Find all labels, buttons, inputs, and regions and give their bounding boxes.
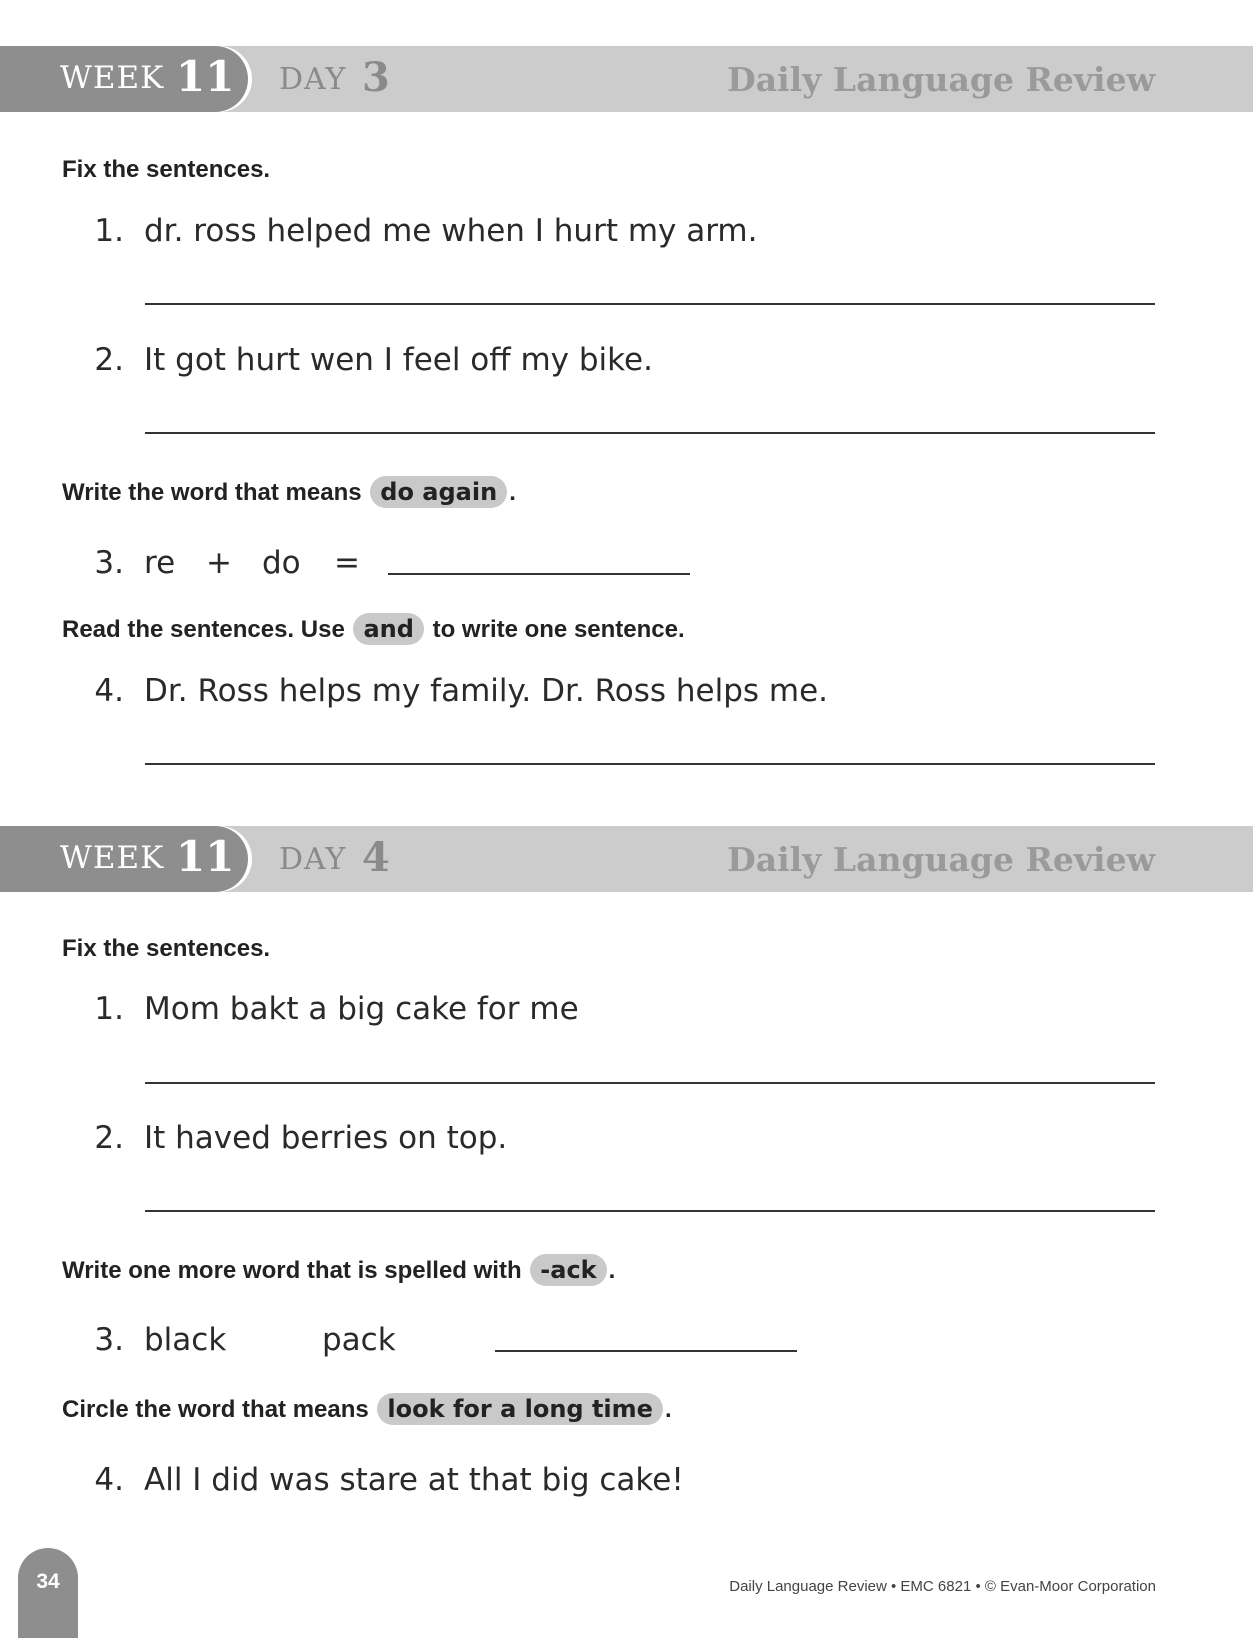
day3-answer-line-1[interactable] — [145, 303, 1155, 305]
day4-fix-instruction: Fix the sentences. — [62, 935, 271, 962]
day3-answer-line-2[interactable] — [145, 432, 1155, 434]
day3-answer-line-4[interactable] — [145, 763, 1155, 765]
day4-circle-instruction — [62, 1393, 672, 1425]
day3-combine-instruction — [62, 613, 685, 645]
highlight-pill: do again — [370, 476, 507, 508]
item-text: dr. ross helped me when I hurt my arm. — [144, 213, 758, 249]
week-number: 11 — [176, 52, 235, 101]
day4-answer-line-3[interactable] — [495, 1350, 797, 1352]
instruction-text: Read the sentences. Use — [62, 616, 345, 643]
instruction-text: Write the word that means — [62, 479, 362, 506]
day-label: DAY — [279, 62, 347, 97]
item-number: 4. — [94, 673, 124, 709]
day4-header-band — [0, 826, 1253, 892]
item-number: 3. — [94, 1322, 124, 1358]
item-text: It haved berries on top. — [144, 1120, 508, 1156]
instruction-text: Circle the word that means — [62, 1396, 369, 1423]
highlight-pill: look for a long time — [377, 1393, 663, 1425]
word-part-2: do — [262, 545, 301, 581]
item-number: 3. — [94, 545, 124, 581]
day3-word-instruction — [62, 476, 516, 508]
day3-answer-line-3[interactable] — [388, 573, 690, 575]
week-number: 11 — [176, 832, 235, 881]
day-number: 4 — [362, 834, 390, 881]
day4-answer-line-1[interactable] — [145, 1082, 1155, 1084]
day-label: DAY — [279, 842, 347, 877]
word-2: pack — [322, 1322, 396, 1358]
header-title: Daily Language Review — [727, 60, 1155, 99]
page-number: 34 — [36, 1570, 60, 1593]
week-label: WEEK — [60, 840, 165, 876]
instruction-period: . — [608, 1257, 616, 1284]
week-label: WEEK — [60, 60, 165, 96]
footer-credit: Daily Language Review • EMC 6821 • © Evan-Moor Corporation — [729, 1578, 1156, 1595]
word-1: black — [144, 1322, 227, 1358]
day4-answer-line-2[interactable] — [145, 1210, 1155, 1212]
word-part-1: re — [144, 545, 176, 581]
item-text: Dr. Ross helps my family. Dr. Ross helps me. — [144, 673, 829, 709]
item-number: 1. — [94, 991, 124, 1027]
day3-header-band — [0, 46, 1253, 112]
item-number: 4. — [94, 1462, 124, 1498]
instruction-text: Write one more word that is spelled with — [62, 1257, 522, 1284]
item-text: All I did was stare at that big cake! — [144, 1462, 684, 1498]
header-title: Daily Language Review — [727, 840, 1155, 879]
day-number: 3 — [362, 54, 390, 101]
item-text: It got hurt wen I feel off my bike. — [144, 342, 653, 378]
instruction-text: to write one sentence. — [432, 616, 685, 643]
day3-fix-instruction: Fix the sentences. — [62, 156, 271, 183]
item-number: 2. — [94, 1120, 124, 1156]
item-text: Mom bakt a big cake for me — [144, 991, 579, 1027]
page-number-tab — [18, 1548, 78, 1638]
week-tab — [0, 46, 248, 112]
day4-spell-instruction — [62, 1254, 615, 1286]
highlight-pill: -ack — [530, 1254, 606, 1286]
item-number: 2. — [94, 342, 124, 378]
item-number: 1. — [94, 213, 124, 249]
week-tab — [0, 826, 248, 892]
plus-sign: + — [206, 545, 232, 581]
instruction-period: . — [664, 1396, 672, 1423]
highlight-pill: and — [353, 613, 423, 645]
instruction-period: . — [509, 479, 516, 506]
equals-sign: = — [334, 545, 360, 581]
